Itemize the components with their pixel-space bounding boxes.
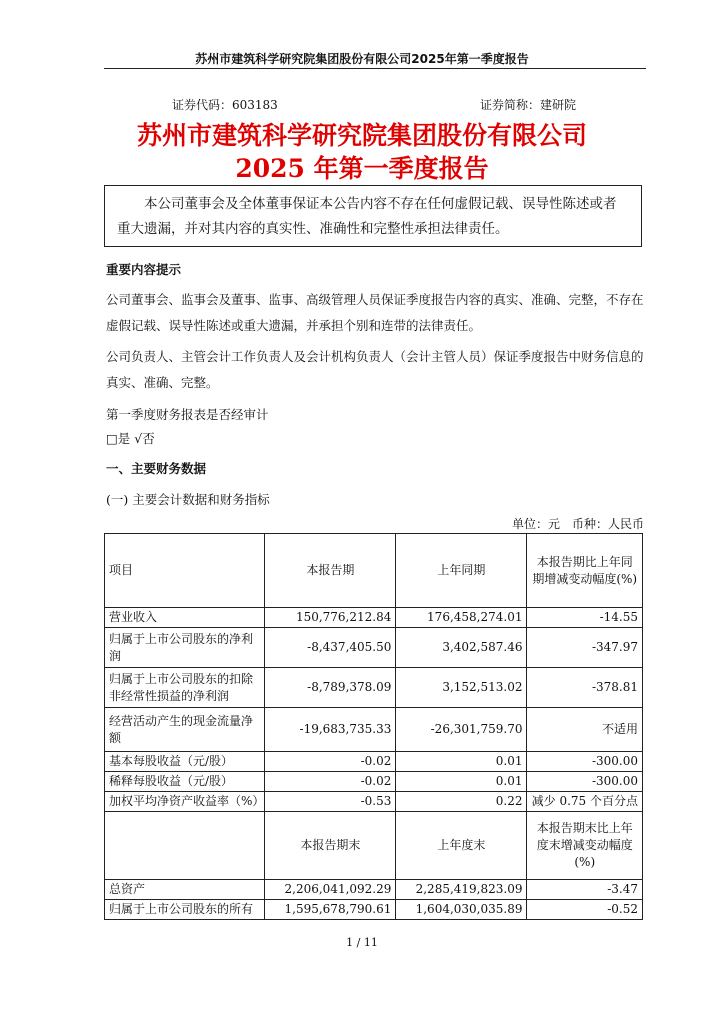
stock-abbreviation: 证券简称：建研院 <box>480 98 577 112</box>
table-cell: 176,458,274.01 <box>396 608 527 628</box>
table-cell: 不适用 <box>527 708 643 752</box>
table-cell: 2,285,419,823.09 <box>396 880 527 900</box>
table-cell: -19,683,735.33 <box>265 708 396 752</box>
table-cell: 经营活动产生的现金流量净额 <box>105 708 265 752</box>
header-cell: 上年同期 <box>396 534 527 608</box>
table-row <box>105 772 643 792</box>
table-cell: -300.00 <box>527 772 643 792</box>
table-cell: -8,789,378.09 <box>265 668 396 708</box>
table-cell: -0.02 <box>265 772 396 792</box>
financial-table <box>104 533 643 920</box>
audit-question: 第一季度财务报表是否经审计 <box>106 407 269 422</box>
header-cell: 本报告期 <box>265 534 396 608</box>
header-cell: 本报告期比上年同期增减变动幅度(%) <box>527 534 643 608</box>
table-cell: -8,437,405.50 <box>265 628 396 668</box>
table-cell: -0.52 <box>527 900 643 920</box>
table-row <box>105 608 643 628</box>
table-cell: -14.55 <box>527 608 643 628</box>
table-cell: -347.97 <box>527 628 643 668</box>
table-cell: 2,206,041,092.29 <box>265 880 396 900</box>
header-cell: 本报告期末 <box>265 812 396 880</box>
table-cell: 营业收入 <box>105 608 265 628</box>
company-title: 苏州市建筑科学研究院集团股份有限公司 <box>136 121 587 150</box>
table-header-row <box>105 812 643 880</box>
table-cell: 1,604,030,035.89 <box>396 900 527 920</box>
header-cell: 本报告期末比上年度末增减变动幅度(%) <box>527 812 643 880</box>
table-cell: 归属于上市公司股东的扣除非经常性损益的净利润 <box>105 668 265 708</box>
stock-code: 证券代码：603183 <box>172 98 278 112</box>
table-cell: 0.22 <box>396 792 527 812</box>
table-cell: 总资产 <box>105 880 265 900</box>
table-cell: -0.02 <box>265 752 396 772</box>
table-cell: 归属于上市公司股东的所有 <box>105 900 265 920</box>
table-cell: 基本每股收益（元/股） <box>105 752 265 772</box>
table-cell: -3.47 <box>527 880 643 900</box>
table-cell: 3,152,513.02 <box>396 668 527 708</box>
table-cell: 稀释每股收益（元/股） <box>105 772 265 792</box>
table-cell: 1,595,678,790.61 <box>265 900 396 920</box>
header-cell: 上年度末 <box>396 812 527 880</box>
header-rule <box>104 68 646 69</box>
table-cell: 150,776,212.84 <box>265 608 396 628</box>
table-row <box>105 792 643 812</box>
page-number: 1 / 11 <box>346 936 378 949</box>
subsection-heading: (一) 主要会计数据和财务指标 <box>106 492 270 507</box>
important-heading: 重要内容提示 <box>106 262 182 277</box>
table-cell: 减少 0.75 个百分点 <box>527 792 643 812</box>
audit-answer: □是 √否 <box>106 431 155 446</box>
section-heading: 一、主要财务数据 <box>106 461 207 476</box>
table-row <box>105 752 643 772</box>
important-paragraph-2: 公司负责人、主管会计工作负责人及会计机构负责人（会计主管人员）保证季度报告中财务信息的真实、准确、完整。 <box>106 349 644 390</box>
table-row <box>105 668 643 708</box>
running-header: 苏州市建筑科学研究院集团股份有限公司2025年第一季度报告 <box>195 52 529 66</box>
header-cell: 项目 <box>105 534 265 608</box>
table-row <box>105 880 643 900</box>
important-paragraph-1: 公司董事会、监事会及董事、监事、高级管理人员保证季度报告内容的真实、准确、完整，不存在虚假记载、误导性陈述或重大遗漏，并承担个别和连带的法律责任。 <box>106 292 644 333</box>
table-cell: 0.01 <box>396 772 527 792</box>
report-title: 2025 年第一季度报告 <box>235 154 489 183</box>
unit-currency-note: 单位：元 币种：人民币 <box>511 517 644 531</box>
table-cell: -26,301,759.70 <box>396 708 527 752</box>
table-header-row <box>105 534 643 608</box>
table-cell: 0.01 <box>396 752 527 772</box>
table-cell: -0.53 <box>265 792 396 812</box>
table-cell: -378.81 <box>527 668 643 708</box>
table-row <box>105 628 643 668</box>
table-row <box>105 900 643 920</box>
board-notice-box: 本公司董事会及全体董事保证本公告内容不存在任何虚假记载、误导性陈述或者重大遗漏，并对其内容的真实性、准确性和完整性承担法律责任。 <box>104 185 642 247</box>
table-cell: -300.00 <box>527 752 643 772</box>
table-cell: 加权平均净资产收益率（%） <box>105 792 265 812</box>
table-cell: 归属于上市公司股东的净利润 <box>105 628 265 668</box>
table-cell: 3,402,587.46 <box>396 628 527 668</box>
header-cell <box>105 812 265 880</box>
table-row <box>105 708 643 752</box>
